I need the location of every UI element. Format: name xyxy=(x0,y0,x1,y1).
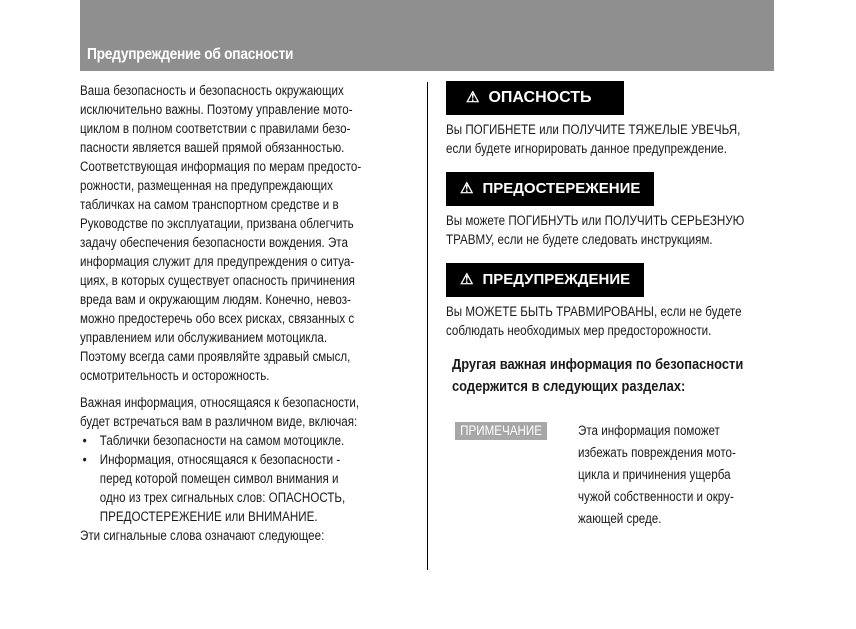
signal-caution xyxy=(446,263,776,340)
signal-description xyxy=(446,302,792,340)
text-line: перед которой помещен символ внимания и xyxy=(99,471,339,486)
text-line: избежать повреждения мото- xyxy=(578,445,736,460)
text-line: рожности, размещенная на предупреждающих xyxy=(80,178,333,193)
signal-label-box xyxy=(446,263,644,297)
text-line: вреда вам и окружающим людям. Конечно, невоз- xyxy=(80,292,351,307)
signal-label-box xyxy=(446,172,654,206)
signal-warning xyxy=(446,172,776,249)
signal-danger xyxy=(446,81,776,158)
text-line: пасности является вашей прямой обязанностью. xyxy=(80,140,345,155)
text-line: чужой собственности и окру- xyxy=(578,489,734,504)
column-divider xyxy=(427,82,428,570)
text-line: соблюдать необходимых мер предосторожности. xyxy=(446,323,712,338)
bullet-item xyxy=(80,450,426,526)
text-line: ПРЕДОСТЕРЕЖЕНИЕ или ВНИМАНИЕ. xyxy=(99,509,318,524)
closing-line: Эти сигнальные слова означают следующее: xyxy=(80,528,325,543)
text-line: табличках на самом транспортном средстве и в xyxy=(80,197,339,212)
section-header xyxy=(80,0,774,71)
text-line: Ваша безопасность и безопасность окружающих xyxy=(80,83,344,98)
text-line: Эта информация поможет xyxy=(578,423,720,438)
text-line: информация служит для предупреждения о ситуа- xyxy=(80,254,355,269)
text-line: Информация, относящаяся к безопасности - xyxy=(99,452,341,467)
intro-paragraph xyxy=(80,81,426,385)
text-line: Таблички безопасности на самом мотоцикле. xyxy=(99,433,345,448)
signal-description xyxy=(446,120,792,158)
right-column xyxy=(446,81,776,530)
bullet-icon: • xyxy=(82,452,87,467)
bullet-item xyxy=(80,431,426,450)
heading-line: содержится в следующих разделах: xyxy=(452,378,686,395)
text-line: циклом в полном соответствии с правилами безо- xyxy=(80,121,351,136)
text-line: исключительно важны. Поэтому управление мото- xyxy=(80,102,353,117)
text-line: одно из трех сигнальных слов: ОПАСНОСТЬ, xyxy=(99,490,346,505)
text-line: жающей среде. xyxy=(578,511,662,526)
text-line: будет встречаться вам в различном виде, включая: xyxy=(80,414,358,429)
note-badge: ПРИМЕЧАНИЕ xyxy=(455,422,547,440)
signal-label-box xyxy=(446,81,624,115)
text-line: цикла и причинения ущерба xyxy=(578,467,731,482)
text-line: Руководстве по эксплуатации, призвана облегчить xyxy=(80,216,354,231)
bullet-icon: • xyxy=(82,433,87,448)
warning-triangle-icon: ⚠ xyxy=(460,180,474,197)
text-line: Вы МОЖЕТЕ БЫТЬ ТРАВМИРОВАНЫ, если не будете xyxy=(446,304,742,319)
text-line: если будете игнорировать данное предупреждение. xyxy=(446,141,727,156)
text-line: Вы можете ПОГИБНУТЬ или ПОЛУЧИТЬ СЕРЬЕЗНУЮ xyxy=(446,213,745,228)
text-line: можно предостеречь обо всех рисках, связанных с xyxy=(80,311,355,326)
section-title: Предупреждение об опасности xyxy=(87,46,294,63)
text-line: Поэтому всегда сами проявляйте здравый смысл, xyxy=(80,349,351,364)
other-info-heading xyxy=(452,354,779,398)
note-block xyxy=(446,420,776,530)
signal-label: ОПАСНОСТЬ xyxy=(488,89,592,106)
text-line: Важная информация, относящаяся к безопасности, xyxy=(80,395,360,410)
text-line: Вы ПОГИБНЕТЕ или ПОЛУЧИТЕ ТЯЖЕЛЫЕ УВЕЧЬЯ, xyxy=(446,122,741,137)
important-paragraph xyxy=(80,393,426,545)
signal-label: ПРЕДУПРЕЖДЕНИЕ xyxy=(482,271,631,288)
text-line: управлением или обслуживанием мотоцикла. xyxy=(80,330,328,345)
text-line: задачу обеспечения безопасности вождения. Эта xyxy=(80,235,348,250)
note-text xyxy=(578,420,736,530)
warning-triangle-icon: ⚠ xyxy=(460,271,474,288)
heading-line: Другая важная информация по безопасности xyxy=(452,356,744,373)
left-column xyxy=(80,81,425,545)
text-line: осмотрительность и осторожность. xyxy=(80,368,270,383)
signal-description xyxy=(446,211,792,249)
warning-triangle-icon: ⚠ xyxy=(466,89,480,106)
text-line: циях, в которых существует опасность причинения xyxy=(80,273,355,288)
signal-label: ПРЕДОСТЕРЕЖЕНИЕ xyxy=(482,180,641,197)
text-line: ТРАВМУ, если не будете следовать инструкциям. xyxy=(446,232,713,247)
text-line: Соответствующая информация по мерам предосто- xyxy=(80,159,362,174)
